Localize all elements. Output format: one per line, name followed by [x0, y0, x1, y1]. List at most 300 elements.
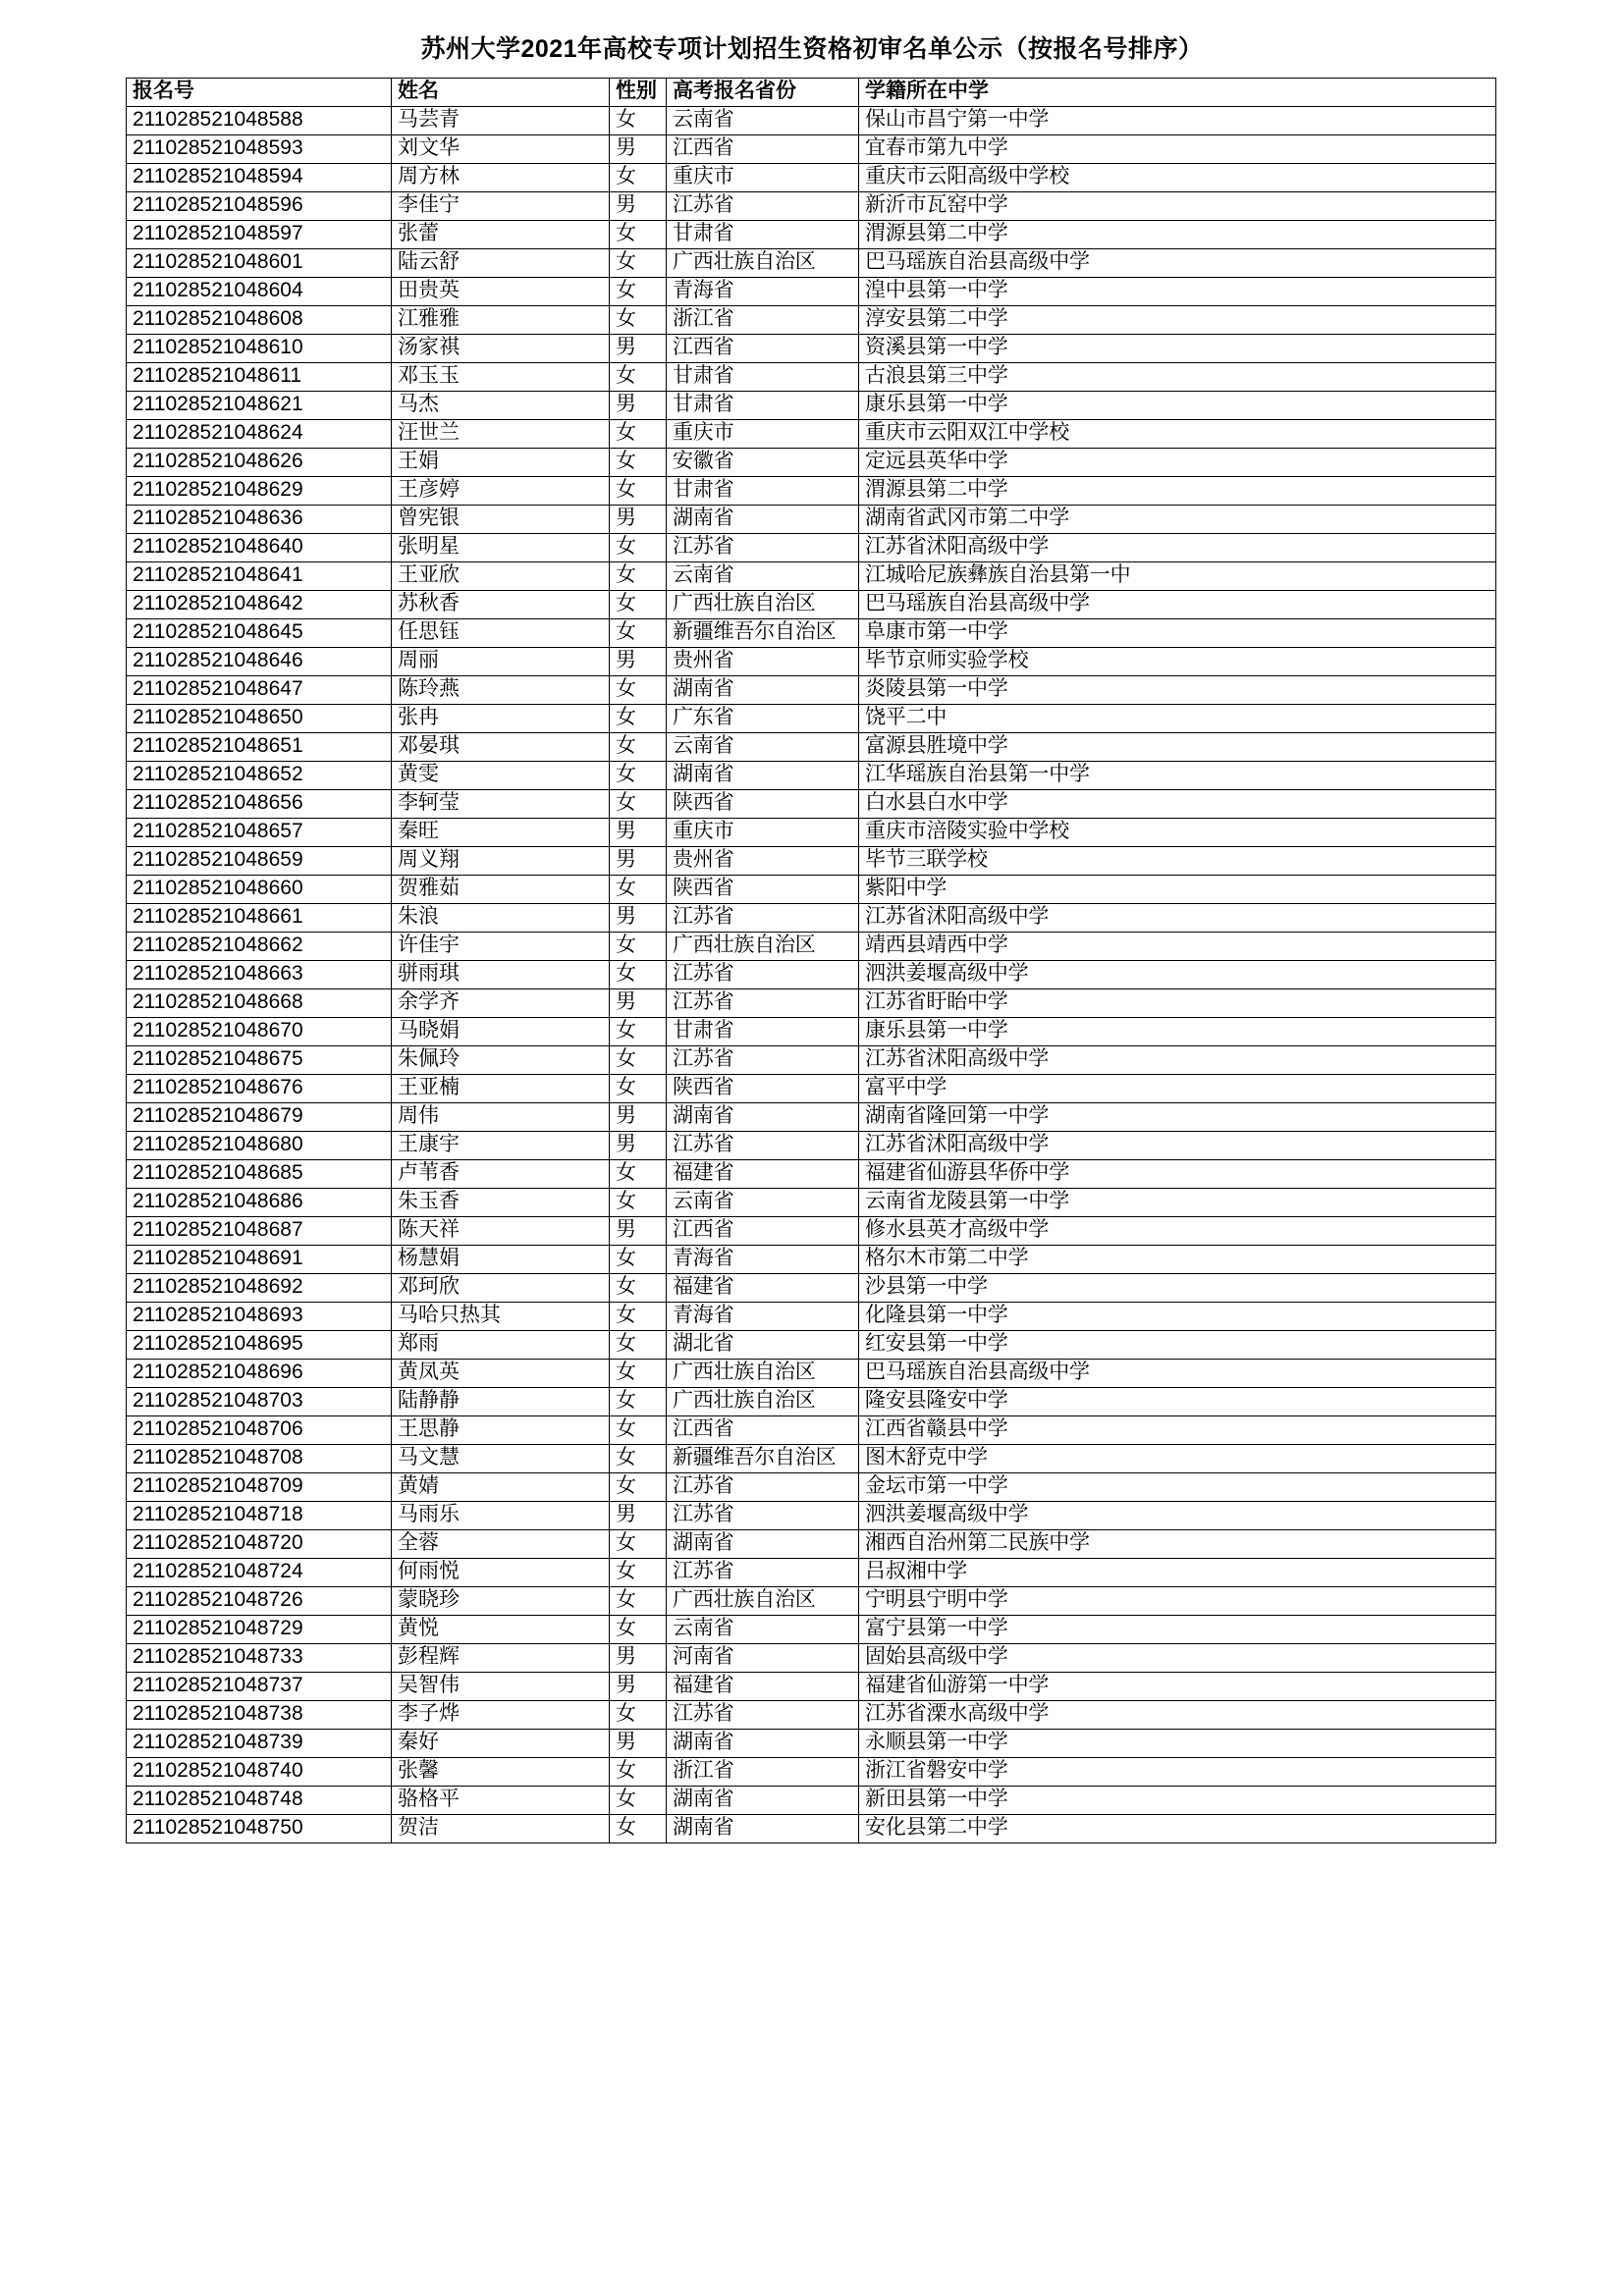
- table-row: [127, 1330, 1496, 1359]
- cell-name: 张明星: [392, 533, 610, 561]
- page-title: 苏州大学2021年高校专项计划招生资格初审名单公示（按报名号排序）: [420, 35, 1204, 63]
- cell-sex: 男: [610, 846, 667, 875]
- cell-school: 湘西自治州第二民族中学: [859, 1529, 1496, 1558]
- cell-sex: 女: [610, 675, 667, 704]
- cell-province: 湖南省: [667, 505, 859, 533]
- table-row: [127, 875, 1496, 903]
- cell-name: 汪世兰: [392, 419, 610, 448]
- cell-province: 湖南省: [667, 1814, 859, 1842]
- cell-school: 巴马瑶族自治县高级中学: [859, 1359, 1496, 1387]
- cell-id: 211028521048703: [127, 1387, 392, 1415]
- cell-school: 江苏省沭阳高级中学: [859, 1045, 1496, 1074]
- table-row: [127, 1672, 1496, 1700]
- cell-name: 李佳宁: [392, 191, 610, 220]
- cell-id: 211028521048729: [127, 1615, 392, 1643]
- cell-sex: 女: [610, 1074, 667, 1102]
- cell-id: 211028521048588: [127, 106, 392, 134]
- cell-school: 保山市昌宁第一中学: [859, 106, 1496, 134]
- cell-school: 红安县第一中学: [859, 1330, 1496, 1359]
- cell-name: 朱佩玲: [392, 1045, 610, 1074]
- cell-name: 卢苇香: [392, 1159, 610, 1188]
- cell-sex: 男: [610, 988, 667, 1017]
- cell-sex: 男: [610, 1643, 667, 1672]
- cell-id: 211028521048696: [127, 1359, 392, 1387]
- cell-id: 211028521048621: [127, 391, 392, 419]
- cell-id: 211028521048733: [127, 1643, 392, 1672]
- cell-name: 任思钰: [392, 618, 610, 647]
- cell-sex: 女: [610, 960, 667, 988]
- cell-id: 211028521048662: [127, 932, 392, 960]
- cell-sex: 女: [610, 448, 667, 476]
- cell-id: 211028521048647: [127, 675, 392, 704]
- cell-sex: 女: [610, 362, 667, 391]
- table-row: [127, 1729, 1496, 1757]
- table-row: [127, 220, 1496, 248]
- cell-province: 广西壮族自治区: [667, 590, 859, 618]
- cell-province: 江西省: [667, 334, 859, 362]
- table-row: [127, 618, 1496, 647]
- cell-id: 211028521048676: [127, 1074, 392, 1102]
- cell-school: 古浪县第三中学: [859, 362, 1496, 391]
- cell-name: 陈天祥: [392, 1216, 610, 1245]
- table-row: [127, 106, 1496, 134]
- cell-province: 江苏省: [667, 1472, 859, 1501]
- cell-province: 湖南省: [667, 1786, 859, 1814]
- cell-sex: 男: [610, 134, 667, 163]
- cell-name: 蒙晓珍: [392, 1586, 610, 1615]
- cell-province: 湖南省: [667, 1102, 859, 1131]
- cell-name: 周伟: [392, 1102, 610, 1131]
- cell-id: 211028521048624: [127, 419, 392, 448]
- cell-id: 211028521048611: [127, 362, 392, 391]
- table-row: [127, 1757, 1496, 1786]
- cell-school: 宜春市第九中学: [859, 134, 1496, 163]
- table-row: [127, 134, 1496, 163]
- cell-school: 江苏省沭阳高级中学: [859, 533, 1496, 561]
- cell-school: 饶平二中: [859, 704, 1496, 732]
- cell-id: 211028521048640: [127, 533, 392, 561]
- cell-name: 王亚欣: [392, 561, 610, 590]
- cell-province: 湖北省: [667, 1330, 859, 1359]
- cell-school: 新田县第一中学: [859, 1786, 1496, 1814]
- cell-name: 何雨悦: [392, 1558, 610, 1586]
- table-row: [127, 533, 1496, 561]
- cell-id: 211028521048646: [127, 647, 392, 675]
- column-header-province: 高考报名省份: [667, 78, 859, 106]
- table-row: [127, 1102, 1496, 1131]
- cell-school: 江苏省盱眙中学: [859, 988, 1496, 1017]
- table-row: [127, 561, 1496, 590]
- cell-name: 汤家祺: [392, 334, 610, 362]
- cell-name: 张馨: [392, 1757, 610, 1786]
- cell-id: 211028521048692: [127, 1273, 392, 1302]
- cell-province: 甘肃省: [667, 476, 859, 505]
- table-row: [127, 305, 1496, 334]
- cell-sex: 女: [610, 1757, 667, 1786]
- cell-id: 211028521048693: [127, 1302, 392, 1330]
- cell-sex: 女: [610, 1786, 667, 1814]
- cell-id: 211028521048685: [127, 1159, 392, 1188]
- cell-name: 周丽: [392, 647, 610, 675]
- cell-id: 211028521048596: [127, 191, 392, 220]
- table-row: [127, 988, 1496, 1017]
- table-container: [0, 78, 1624, 1843]
- cell-school: 重庆市涪陵实验中学校: [859, 818, 1496, 846]
- cell-name: 吴智伟: [392, 1672, 610, 1700]
- cell-school: 资溪县第一中学: [859, 334, 1496, 362]
- cell-name: 马芸青: [392, 106, 610, 134]
- cell-id: 211028521048642: [127, 590, 392, 618]
- table-row: [127, 1387, 1496, 1415]
- cell-sex: 女: [610, 1700, 667, 1729]
- cell-province: 福建省: [667, 1159, 859, 1188]
- cell-sex: 女: [610, 476, 667, 505]
- cell-school: 吕叔湘中学: [859, 1558, 1496, 1586]
- cell-id: 211028521048626: [127, 448, 392, 476]
- cell-id: 211028521048629: [127, 476, 392, 505]
- cell-sex: 男: [610, 647, 667, 675]
- cell-id: 211028521048686: [127, 1188, 392, 1216]
- cell-province: 河南省: [667, 1643, 859, 1672]
- cell-sex: 女: [610, 1273, 667, 1302]
- table-row: [127, 1558, 1496, 1586]
- table-row: [127, 932, 1496, 960]
- cell-sex: 女: [610, 1045, 667, 1074]
- cell-id: 211028521048641: [127, 561, 392, 590]
- cell-school: 永顺县第一中学: [859, 1729, 1496, 1757]
- cell-name: 郑雨: [392, 1330, 610, 1359]
- cell-sex: 女: [610, 1586, 667, 1615]
- cell-sex: 女: [610, 1444, 667, 1472]
- cell-sex: 女: [610, 220, 667, 248]
- cell-id: 211028521048645: [127, 618, 392, 647]
- cell-name: 李轲莹: [392, 789, 610, 818]
- cell-name: 曾宪银: [392, 505, 610, 533]
- cell-school: 格尔木市第二中学: [859, 1245, 1496, 1273]
- cell-school: 图木舒克中学: [859, 1444, 1496, 1472]
- cell-school: 毕节三联学校: [859, 846, 1496, 875]
- cell-sex: 女: [610, 590, 667, 618]
- cell-id: 211028521048738: [127, 1700, 392, 1729]
- cell-sex: 女: [610, 1529, 667, 1558]
- cell-sex: 女: [610, 106, 667, 134]
- cell-id: 211028521048608: [127, 305, 392, 334]
- cell-school: 江苏省沭阳高级中学: [859, 903, 1496, 932]
- cell-school: 安化县第二中学: [859, 1814, 1496, 1842]
- cell-school: 白水县白水中学: [859, 789, 1496, 818]
- cell-province: 陕西省: [667, 875, 859, 903]
- cell-name: 黄雯: [392, 761, 610, 789]
- cell-sex: 男: [610, 903, 667, 932]
- cell-sex: 女: [610, 1472, 667, 1501]
- cell-province: 云南省: [667, 1188, 859, 1216]
- cell-sex: 女: [610, 277, 667, 305]
- cell-id: 211028521048750: [127, 1814, 392, 1842]
- cell-school: 渭源县第二中学: [859, 220, 1496, 248]
- cell-sex: 女: [610, 932, 667, 960]
- cell-id: 211028521048652: [127, 761, 392, 789]
- cell-province: 云南省: [667, 1615, 859, 1643]
- cell-province: 贵州省: [667, 647, 859, 675]
- cell-sex: 女: [610, 1387, 667, 1415]
- cell-province: 江苏省: [667, 903, 859, 932]
- cell-sex: 女: [610, 1415, 667, 1444]
- cell-province: 安徽省: [667, 448, 859, 476]
- cell-school: 富平中学: [859, 1074, 1496, 1102]
- table-header: [127, 78, 1496, 106]
- cell-name: 张冉: [392, 704, 610, 732]
- table-row: [127, 675, 1496, 704]
- cell-id: 211028521048670: [127, 1017, 392, 1045]
- cell-school: 重庆市云阳高级中学校: [859, 163, 1496, 191]
- cell-id: 211028521048610: [127, 334, 392, 362]
- cell-province: 重庆市: [667, 818, 859, 846]
- cell-province: 江苏省: [667, 191, 859, 220]
- table-row: [127, 1501, 1496, 1529]
- table-row: [127, 1415, 1496, 1444]
- cell-sex: 男: [610, 505, 667, 533]
- cell-id: 211028521048651: [127, 732, 392, 761]
- cell-sex: 女: [610, 732, 667, 761]
- column-header-school: 学籍所在中学: [859, 78, 1496, 106]
- cell-id: 211028521048706: [127, 1415, 392, 1444]
- cell-school: 云南省龙陵县第一中学: [859, 1188, 1496, 1216]
- cell-school: 康乐县第一中学: [859, 391, 1496, 419]
- table-row: [127, 704, 1496, 732]
- cell-province: 甘肃省: [667, 1017, 859, 1045]
- cell-school: 湖南省武冈市第二中学: [859, 505, 1496, 533]
- cell-sex: 女: [610, 1359, 667, 1387]
- cell-province: 江苏省: [667, 533, 859, 561]
- cell-school: 化隆县第一中学: [859, 1302, 1496, 1330]
- table-row: [127, 590, 1496, 618]
- cell-sex: 女: [610, 1814, 667, 1842]
- cell-id: 211028521048739: [127, 1729, 392, 1757]
- table-row: [127, 1074, 1496, 1102]
- cell-province: 广东省: [667, 704, 859, 732]
- cell-province: 甘肃省: [667, 391, 859, 419]
- cell-sex: 男: [610, 191, 667, 220]
- cell-sex: 男: [610, 391, 667, 419]
- cell-sex: 男: [610, 1672, 667, 1700]
- table-row: [127, 647, 1496, 675]
- table-row: [127, 903, 1496, 932]
- cell-name: 陈玲燕: [392, 675, 610, 704]
- cell-id: 211028521048691: [127, 1245, 392, 1273]
- cell-name: 朱玉香: [392, 1188, 610, 1216]
- cell-sex: 女: [610, 561, 667, 590]
- cell-id: 211028521048594: [127, 163, 392, 191]
- cell-province: 广西壮族自治区: [667, 932, 859, 960]
- cell-name: 陆云舒: [392, 248, 610, 277]
- cell-sex: 女: [610, 1302, 667, 1330]
- cell-id: 211028521048663: [127, 960, 392, 988]
- cell-school: 沙县第一中学: [859, 1273, 1496, 1302]
- cell-name: 王康宇: [392, 1131, 610, 1159]
- cell-name: 田贵英: [392, 277, 610, 305]
- cell-province: 青海省: [667, 1302, 859, 1330]
- table-body: [127, 106, 1496, 1842]
- cell-id: 211028521048709: [127, 1472, 392, 1501]
- cell-school: 泗洪姜堰高级中学: [859, 1501, 1496, 1529]
- cell-id: 211028521048601: [127, 248, 392, 277]
- cell-name: 马杰: [392, 391, 610, 419]
- cell-school: 渭源县第二中学: [859, 476, 1496, 505]
- column-header-registration-number: 报名号: [127, 78, 392, 106]
- cell-name: 邓珂欣: [392, 1273, 610, 1302]
- table-row: [127, 846, 1496, 875]
- cell-name: 黄悦: [392, 1615, 610, 1643]
- cell-province: 陕西省: [667, 1074, 859, 1102]
- cell-sex: 女: [610, 1558, 667, 1586]
- cell-sex: 男: [610, 334, 667, 362]
- cell-sex: 女: [610, 1188, 667, 1216]
- table-row: [127, 505, 1496, 533]
- cell-province: 湖南省: [667, 675, 859, 704]
- table-row: [127, 789, 1496, 818]
- cell-id: 211028521048636: [127, 505, 392, 533]
- cell-id: 211028521048680: [127, 1131, 392, 1159]
- cell-school: 重庆市云阳双江中学校: [859, 419, 1496, 448]
- cell-name: 张蕾: [392, 220, 610, 248]
- table-row: [127, 1188, 1496, 1216]
- cell-id: 211028521048661: [127, 903, 392, 932]
- cell-province: 江苏省: [667, 960, 859, 988]
- cell-name: 贺洁: [392, 1814, 610, 1842]
- cell-school: 淳安县第二中学: [859, 305, 1496, 334]
- cell-sex: 女: [610, 618, 667, 647]
- cell-name: 朱浪: [392, 903, 610, 932]
- cell-id: 211028521048656: [127, 789, 392, 818]
- cell-sex: 女: [610, 1245, 667, 1273]
- cell-id: 211028521048650: [127, 704, 392, 732]
- cell-school: 江苏省沭阳高级中学: [859, 1131, 1496, 1159]
- cell-school: 江西省赣县中学: [859, 1415, 1496, 1444]
- table-row: [127, 732, 1496, 761]
- table-row: [127, 277, 1496, 305]
- cell-name: 周方林: [392, 163, 610, 191]
- cell-province: 广西壮族自治区: [667, 1586, 859, 1615]
- cell-name: 黄凤英: [392, 1359, 610, 1387]
- column-header-gender: 性别: [610, 78, 667, 106]
- cell-province: 青海省: [667, 277, 859, 305]
- cell-province: 云南省: [667, 561, 859, 590]
- cell-province: 湖南省: [667, 761, 859, 789]
- cell-province: 新疆维吾尔自治区: [667, 1444, 859, 1472]
- cell-name: 杨慧娟: [392, 1245, 610, 1273]
- cell-sex: 男: [610, 1131, 667, 1159]
- cell-school: 宁明县宁明中学: [859, 1586, 1496, 1615]
- cell-school: 金坛市第一中学: [859, 1472, 1496, 1501]
- table-row: [127, 419, 1496, 448]
- cell-school: 福建省仙游县华侨中学: [859, 1159, 1496, 1188]
- cell-name: 骆格平: [392, 1786, 610, 1814]
- cell-school: 紫阳中学: [859, 875, 1496, 903]
- cell-school: 康乐县第一中学: [859, 1017, 1496, 1045]
- cell-sex: 男: [610, 1102, 667, 1131]
- cell-name: 马文慧: [392, 1444, 610, 1472]
- cell-name: 秦旺: [392, 818, 610, 846]
- table-row: [127, 1643, 1496, 1672]
- cell-school: 巴马瑶族自治县高级中学: [859, 248, 1496, 277]
- cell-province: 甘肃省: [667, 220, 859, 248]
- cell-id: 211028521048720: [127, 1529, 392, 1558]
- cell-name: 邓玉玉: [392, 362, 610, 391]
- cell-sex: 男: [610, 1501, 667, 1529]
- cell-name: 黄婧: [392, 1472, 610, 1501]
- cell-id: 211028521048737: [127, 1672, 392, 1700]
- table-row: [127, 1359, 1496, 1387]
- cell-school: 江华瑶族自治县第一中学: [859, 761, 1496, 789]
- cell-province: 甘肃省: [667, 362, 859, 391]
- cell-id: 211028521048695: [127, 1330, 392, 1359]
- cell-id: 211028521048740: [127, 1757, 392, 1786]
- cell-name: 秦好: [392, 1729, 610, 1757]
- table-row: [127, 391, 1496, 419]
- table-row: [127, 1017, 1496, 1045]
- cell-name: 刘文华: [392, 134, 610, 163]
- cell-province: 江苏省: [667, 1131, 859, 1159]
- cell-province: 新疆维吾尔自治区: [667, 618, 859, 647]
- cell-name: 彭程辉: [392, 1643, 610, 1672]
- table-row: [127, 1615, 1496, 1643]
- cell-name: 王彦婷: [392, 476, 610, 505]
- cell-school: 阜康市第一中学: [859, 618, 1496, 647]
- cell-name: 贺雅茹: [392, 875, 610, 903]
- cell-name: 马雨乐: [392, 1501, 610, 1529]
- table-row: [127, 1444, 1496, 1472]
- cell-id: 211028521048748: [127, 1786, 392, 1814]
- cell-sex: 女: [610, 305, 667, 334]
- cell-school: 新沂市瓦窑中学: [859, 191, 1496, 220]
- cell-province: 浙江省: [667, 305, 859, 334]
- cell-sex: 女: [610, 1330, 667, 1359]
- cell-name: 邓晏琪: [392, 732, 610, 761]
- cell-province: 重庆市: [667, 419, 859, 448]
- cell-school: 富宁县第一中学: [859, 1615, 1496, 1643]
- cell-id: 211028521048724: [127, 1558, 392, 1586]
- cell-school: 江城哈尼族彝族自治县第一中: [859, 561, 1496, 590]
- cell-sex: 男: [610, 1216, 667, 1245]
- cell-name: 陆静静: [392, 1387, 610, 1415]
- table-row: [127, 960, 1496, 988]
- cell-school: 浙江省磐安中学: [859, 1757, 1496, 1786]
- cell-province: 江苏省: [667, 1501, 859, 1529]
- cell-sex: 女: [610, 1615, 667, 1643]
- cell-id: 211028521048726: [127, 1586, 392, 1615]
- cell-province: 浙江省: [667, 1757, 859, 1786]
- table-row: [127, 476, 1496, 505]
- table-row: [127, 1159, 1496, 1188]
- table-row: [127, 1131, 1496, 1159]
- cell-name: 余学齐: [392, 988, 610, 1017]
- cell-province: 广西壮族自治区: [667, 1359, 859, 1387]
- cell-province: 江西省: [667, 1216, 859, 1245]
- cell-province: 江苏省: [667, 1700, 859, 1729]
- cell-school: 隆安县隆安中学: [859, 1387, 1496, 1415]
- cell-id: 211028521048597: [127, 220, 392, 248]
- cell-id: 211028521048708: [127, 1444, 392, 1472]
- table-row: [127, 362, 1496, 391]
- cell-sex: 男: [610, 818, 667, 846]
- cell-sex: 女: [610, 1017, 667, 1045]
- cell-sex: 女: [610, 533, 667, 561]
- table-row: [127, 163, 1496, 191]
- cell-id: 211028521048593: [127, 134, 392, 163]
- table-row: [127, 818, 1496, 846]
- cell-school: 毕节京师实验学校: [859, 647, 1496, 675]
- cell-school: 靖西县靖西中学: [859, 932, 1496, 960]
